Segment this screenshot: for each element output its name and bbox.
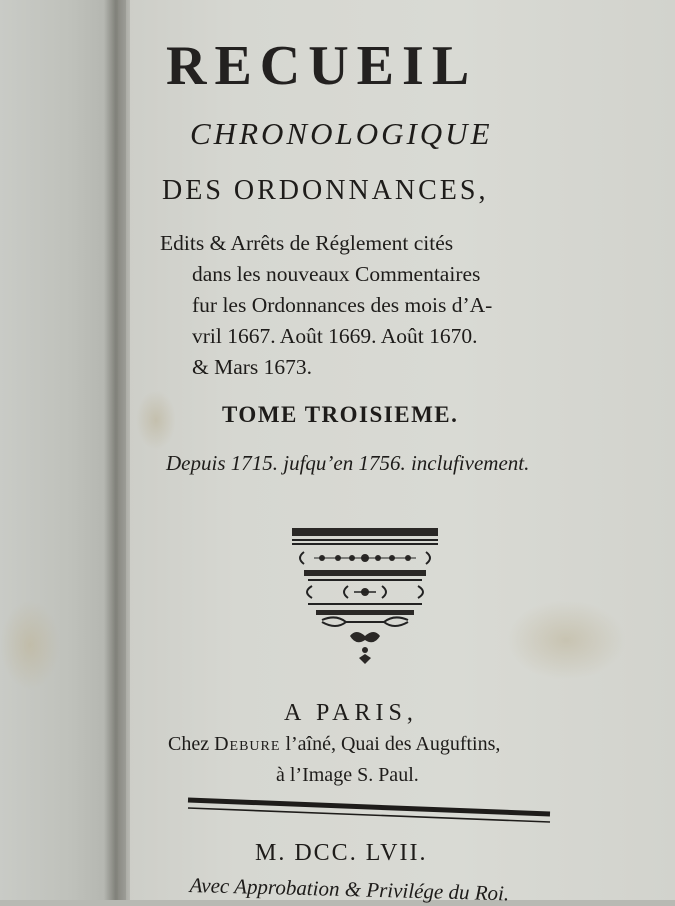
publisher-prefix: Chez	[168, 733, 215, 755]
publisher-address: l’aîné, Quai des Auguftins,	[280, 733, 501, 755]
paper-stain	[136, 390, 176, 450]
double-rule-divider-icon	[186, 794, 552, 830]
imprint-publisher	[168, 733, 500, 756]
left-page-edge	[0, 0, 118, 900]
royal-privilege: Avec Approbation & Privilége du Roi.	[189, 873, 510, 906]
imprint-city: A PARIS,	[284, 700, 418, 726]
description-line: vril 1667. Août 1669. Août 1670.	[192, 324, 478, 348]
paper-stain	[506, 600, 626, 680]
imprint-sign: à l’Image S. Paul.	[276, 764, 419, 786]
subtitle-line-1: CHRONOLOGIQUE	[190, 116, 493, 151]
subtitle-line-2: DES ORDONNANCES,	[162, 175, 489, 206]
paper-stain	[0, 600, 60, 690]
publication-year: M. DCC. LVII.	[255, 840, 428, 866]
description-line: & Mars 1673.	[192, 355, 313, 379]
book-gutter	[104, 0, 130, 900]
volume-label: TOME TROISIEME.	[222, 402, 459, 427]
fleuron-ornament-icon	[288, 524, 442, 672]
book-title: RECUEIL	[166, 35, 478, 97]
period-label: Depuis 1715. jufqu’en 1756. inclufivement.	[166, 451, 530, 475]
publisher-name: Debure	[214, 733, 281, 755]
description-line: Edits & Arrêts de Réglement cités	[160, 231, 454, 255]
description-line: dans les nouveaux Commentaires	[192, 262, 481, 286]
description-line: fur les Ordonnances des mois d’A-	[192, 293, 493, 317]
